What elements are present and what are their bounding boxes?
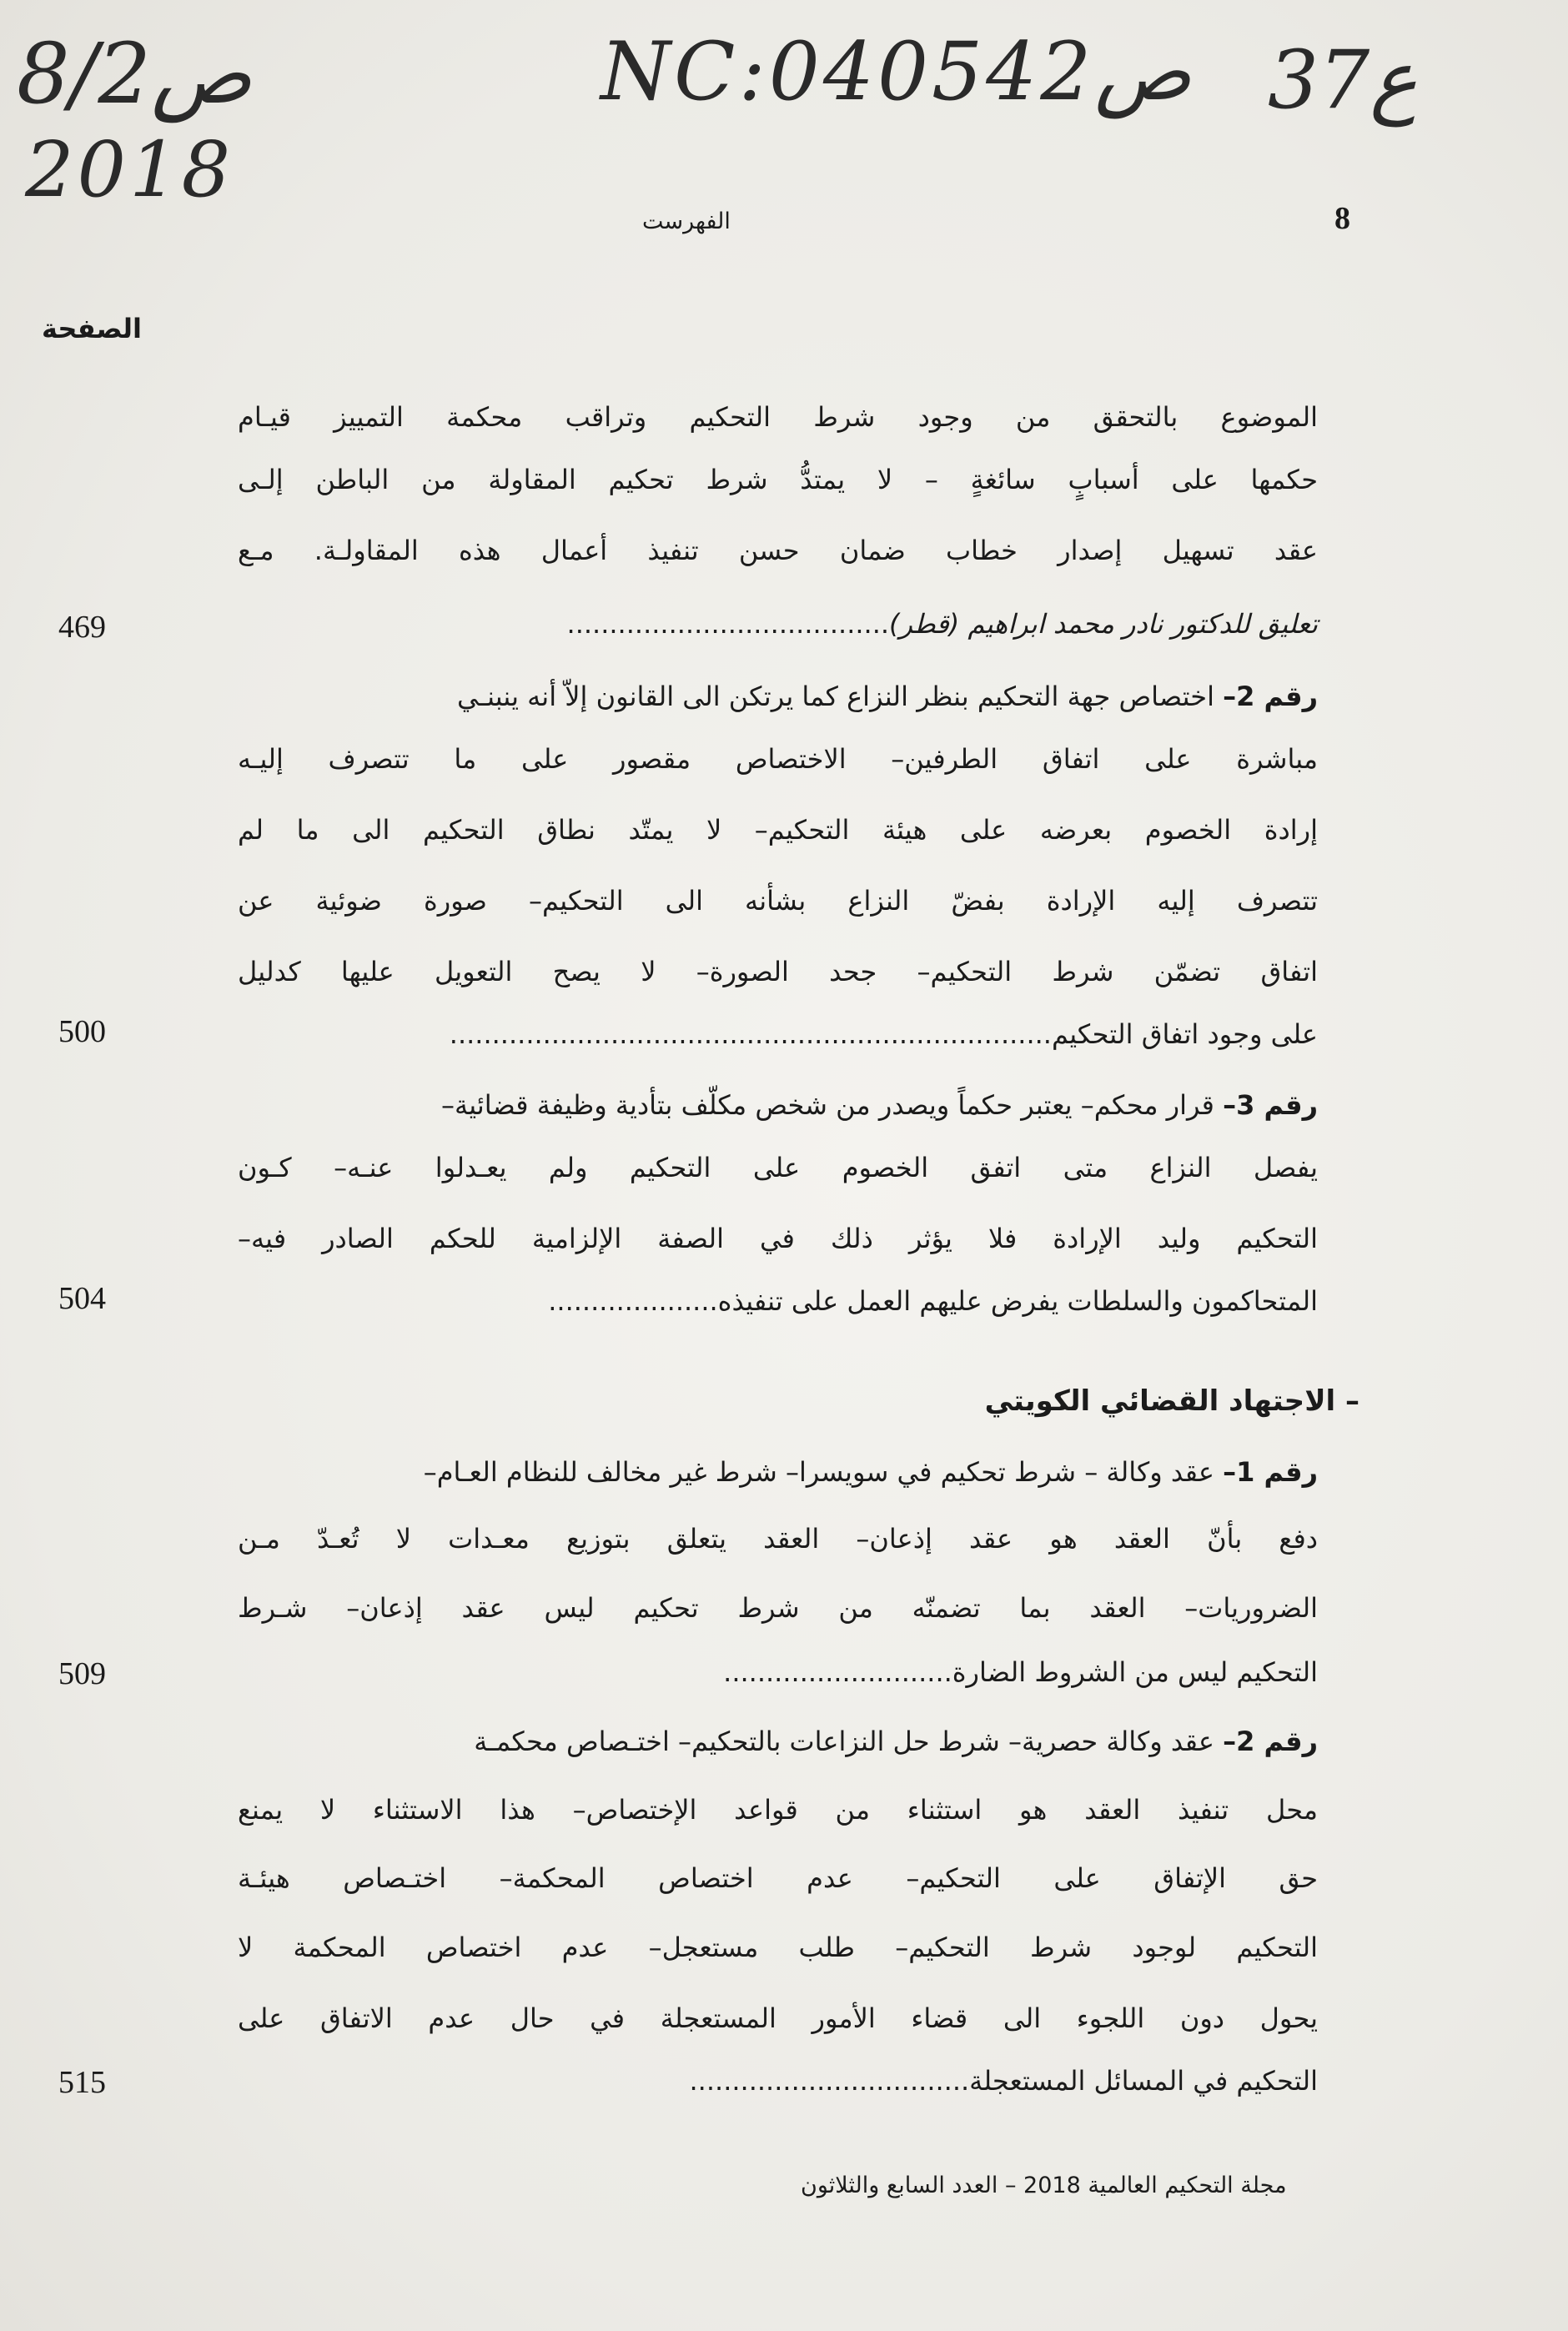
entry-last-line (723, 1647, 1318, 1697)
dot-leader: ................................ (689, 2065, 961, 2097)
handwritten-note-top-left: 8/2ص (17, 25, 252, 123)
entry-number: رقم 1– (1223, 1456, 1318, 1488)
entry-number: رقم 2– (1223, 1726, 1318, 1757)
dot-leader: .......................... (723, 1656, 944, 1688)
page-column-header: الصفحة (42, 313, 143, 344)
entry-text-line: مباشرة على اتفاق الطرفين– الاختصاص مقصور على ما تتصرف إليـه (238, 743, 1318, 775)
entry-text-line: حق الإتفاق على التحكيم– عدم اختصاص المحكمة– اختـصاص هيئـة (238, 1862, 1318, 1894)
entry-text: عقد وكالة حصرية– شرط حل النزاعات بالتحكيم– اختـصاص محكمـة (474, 1726, 1214, 1757)
entry-text-line: التحكيم وليد الإرادة فلا يؤثر ذلك في الصفة الإلزامية للحكم الصادر فيه– (238, 1223, 1318, 1254)
page-ref: 504 (58, 1281, 106, 1316)
entry-last-line (450, 1009, 1318, 1059)
entry-first-line (441, 1080, 1318, 1130)
entry-last-line (567, 599, 1318, 649)
entry-text-line: إرادة الخصوم بعرضه على هيئة التحكيم– لا يمتّد نطاق التحكيم الى ما لم (238, 814, 1318, 846)
journal-footer: مجلة التحكيم العالمية 2018 – العدد السابع والثلاثون (801, 2173, 1287, 2198)
dot-leader: ................... (548, 1285, 710, 1317)
entry-text-line: التحكيم لوجود شرط التحكيم– طلب مستعجل– عدم اختصاص المحكمة لا (238, 1932, 1318, 1963)
entry-commentary: تعليق للدكتور نادر محمد ابراهيم (قطر) (889, 608, 1318, 640)
entry-text-line: دفع بأنّ العقد هو عقد إذعان– العقد يتعلق بتوزيع معـدات لا تُعـدّ مـن (238, 1523, 1318, 1555)
page-number: 8 (1334, 201, 1350, 236)
entry-number: رقم 3– (1223, 1089, 1318, 1121)
page-ref: 515 (58, 2065, 106, 2100)
entry-text: قرار محكم– يعتبر حكماً ويصدر من شخص مكلّف بتأدية وظيفة قضائية– (441, 1089, 1214, 1121)
entry-first-line (474, 1716, 1318, 1766)
entry-text-line: يفصل النزاع متى اتفق الخصوم على التحكيم ولم يعـدلوا عنـه– كـون (238, 1152, 1318, 1183)
entry-text-line: الموضوع بالتحقق من وجود شرط التحكيم وتراقب محكمة التمييز قيـام (238, 401, 1318, 433)
entry-text-line: يحول دون اللجوء الى قضاء الأمور المستعجلة في حال عدم الاتفاق على (238, 2002, 1318, 2034)
section-heading: – الاجتهاد القضائي الكويتي (984, 1384, 1359, 1418)
entry-text-line: حكمها على أسبابٍ سائغةٍ – لا يمتدُّ شرط تحكيم المقاولة من الباطن إلـى (238, 464, 1318, 495)
entry-last-line (548, 1276, 1318, 1326)
entry-text: التحكيم في المسائل المستعجلة. (961, 2065, 1318, 2097)
page-ref: 509 (58, 1656, 106, 1691)
entry-text-line: عقد تسهيل إصدار خطاب ضمان حسن تنفيذ أعمال هذه المقاولـة. مـع (238, 535, 1318, 566)
page-ref: 469 (58, 610, 106, 645)
handwritten-catalog-number: NC:040542ص (601, 25, 1192, 118)
entry-text: التحكيم ليس من الشروط الضارة. (943, 1656, 1318, 1688)
handwritten-note-top-right: 37ع (1268, 33, 1418, 127)
entry-text-line: اتفاق تضمّن شرط التحكيم– جحد الصورة– لا يصح التعويل عليها كدليل (238, 956, 1318, 987)
entry-number: رقم 2– (1223, 681, 1318, 712)
entry-text-line: الضروريات– العقد بما تضمنّه من شرط تحكيم ليس عقد إذعان– شـرط (238, 1592, 1318, 1624)
entry-text-line: تتصرف إليه الإرادة بفضّ النزاع بشأنه الى التحكيم– صورة ضوئية عن (238, 885, 1318, 917)
entry-text-line: محل تنفيذ العقد هو استثناء من قواعد الإختصاص– هذا الاستثناء لا يمنع (238, 1794, 1318, 1826)
entry-text: المتحاكمون والسلطات يفرض عليهم العمل على تنفيذه. (709, 1285, 1318, 1317)
entry-first-line (457, 671, 1318, 721)
dot-leader: ...................................... (566, 608, 890, 640)
running-title: الفهرست (642, 208, 731, 234)
entry-text: عقد وكالة – شرط تحكيم في سويسرا– شرط غير مخالف للنظام العـام– (423, 1456, 1214, 1488)
entry-text: على وجود اتفاق التحكيم. (1043, 1018, 1318, 1050)
page-ref: 500 (58, 1014, 106, 1049)
dot-leader: ...................................................................... (449, 1018, 1043, 1050)
handwritten-year: 2018 (25, 125, 234, 214)
entry-first-line (424, 1447, 1318, 1497)
entry-last-line (690, 2056, 1319, 2106)
entry-text: اختصاص جهة التحكيم بنظر النزاع كما يرتكن الى القانون إلاّ أنه ينبنـي (457, 681, 1214, 712)
